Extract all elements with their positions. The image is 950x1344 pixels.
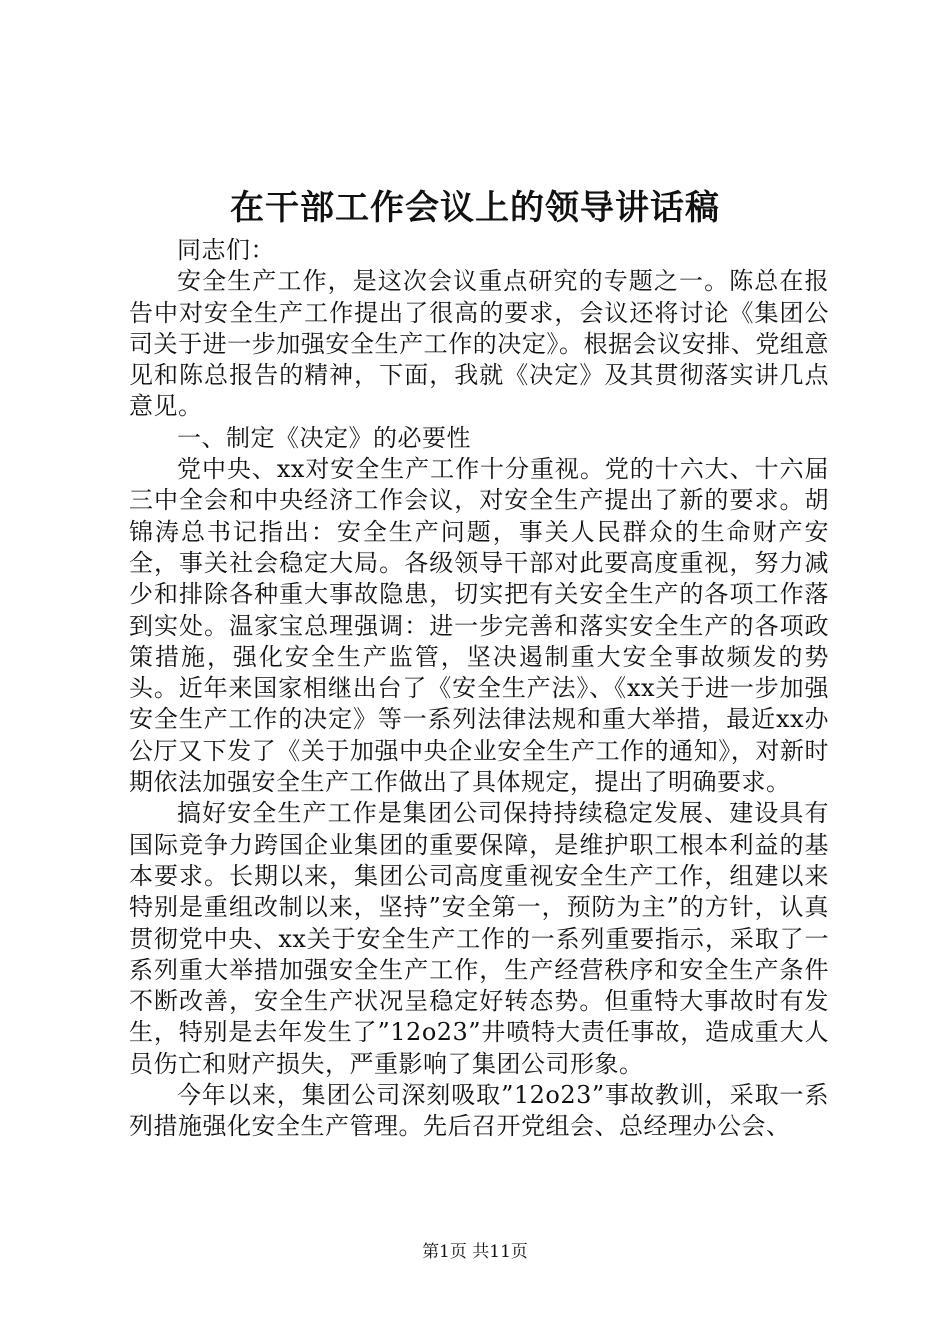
salutation-paragraph: 同志们：	[177, 236, 275, 264]
body-paragraph: 党中央、xx对安全生产工作十分重视。党的十六大、十六届三中全会和中央经济工作会议，对安全生产提出了新的要求。胡锦涛总书记指出：安全生产问题，事关人民群众的生命财产安全，事关社会稳定大局。各级领导干部对此要高度重视，努力减少和排除各种重大事故隐患，切实把有关安全生产的各项工作落到实处。温家宝总理强调：进一步完善和落实安全生产的各项政策措施，强化安全生产监管，坚决遏制重大安全事故频发的势头。近年来国家相继出台了《安全生产法》、《xx关于进一步加强安全生产工作的决定》等一系列法律法规和重大举措，最近xx办公厅又下发了《关于加强中央企业安全生产工作的通知》，对新时期依法加强安全生产工作做出了具体规定，提出了明确要求。	[129, 455, 829, 797]
section-heading: 一、制定《决定》的必要性	[177, 423, 471, 452]
body-paragraph: 今年以来，集团公司深刻吸取”12o23”事故教训，采取一系列措施强化安全生产管理。先后召开党组会、总经理办公会、	[129, 1081, 829, 1141]
document-title: 在干部工作会议上的领导讲话稿	[230, 188, 720, 228]
page-total: 共11页	[472, 1242, 528, 1262]
body-paragraph: 搞好安全生产工作是集团公司保持持续稳定发展、建设具有国际竞争力跨国企业集团的重要保障，是维护职工根本利益的基本要求。长期以来，集团公司高度重视安全生产工作，组建以来特别是重组改制以来，坚持”安全第一，预防为主”的方针，认真贯彻党中央、xx关于安全生产工作的一系列重要指示，采取了一系列重大举措加强安全生产工作，生产经营秩序和安全生产条件不断改善，安全生产状况呈稳定好转态势。但重特大事故时有发生，特别是去年发生了”12o23”井喷特大责任事故，造成重大人员伤亡和财产损失，严重影响了集团公司形象。	[129, 799, 829, 1078]
page-footer	[0, 1240, 950, 1264]
document-body	[129, 235, 829, 1143]
page-number: 第1页	[422, 1242, 467, 1262]
body-paragraph: 安全生产工作，是这次会议重点研究的专题之一。陈总在报告中对安全生产工作提出了很高的要求，会议还将讨论《集团公司关于进一步加强安全生产工作的决定》。根据会议安排、党组意见和陈总报告的精神，下面，我就《决定》及其贯彻落实讲几点意见。	[129, 267, 829, 421]
